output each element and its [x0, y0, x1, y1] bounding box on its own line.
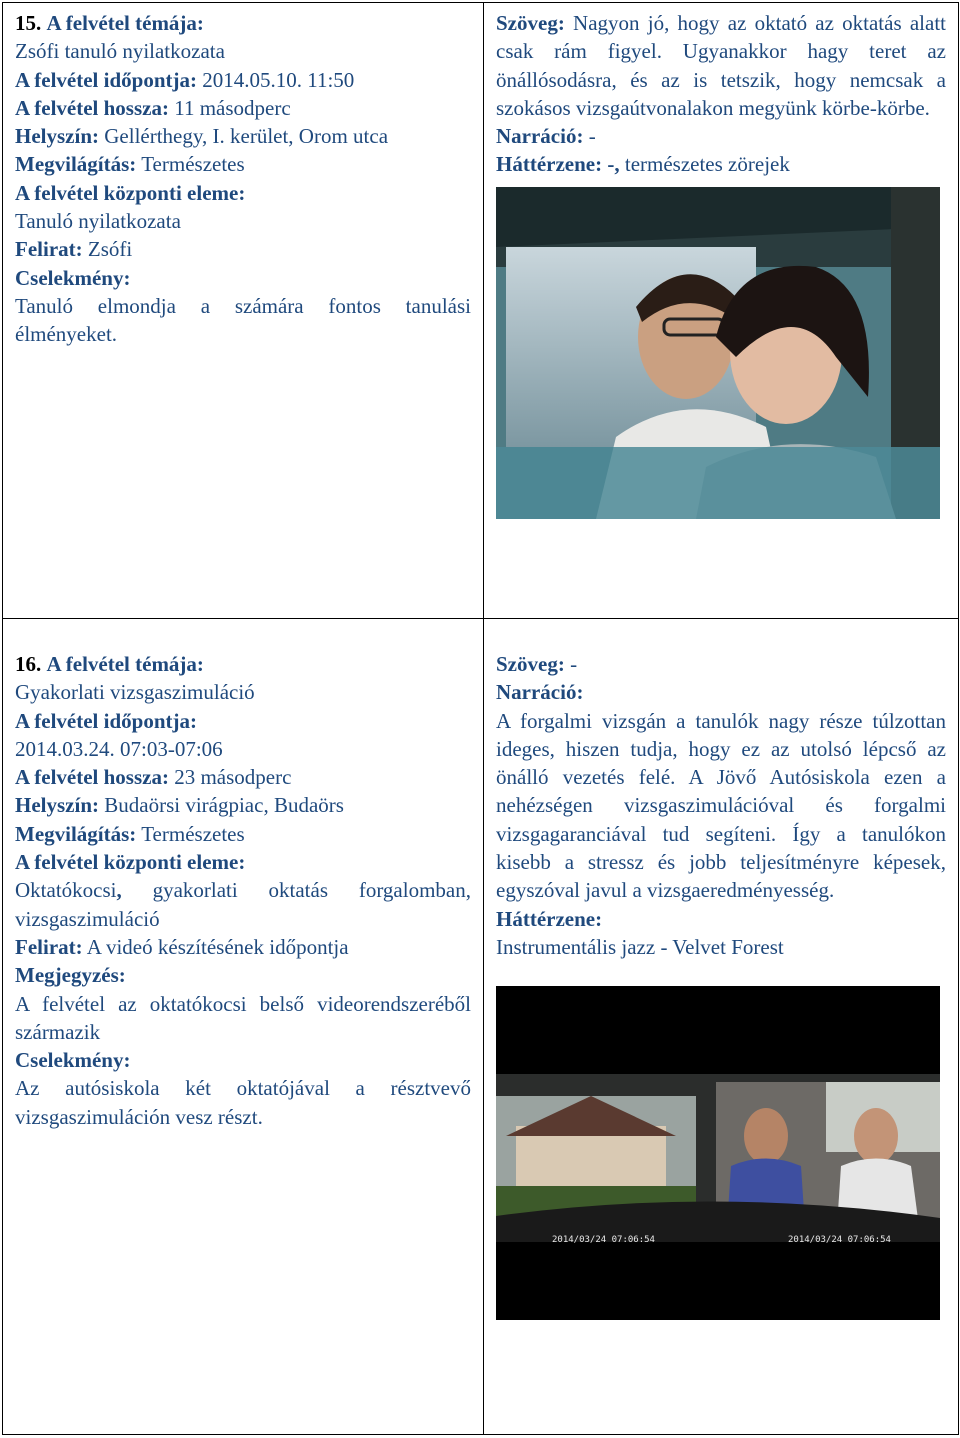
row16-length-label: A felvétel hossza:	[15, 765, 169, 790]
row16-action-label: Cselekmény:	[15, 1048, 131, 1073]
row15-place-value: Gellérthegy, I. kerület, Orom utca	[104, 124, 389, 149]
row15-number: 15.	[15, 11, 42, 35]
row16-center-comma: ,	[116, 878, 122, 903]
row15-text-value: Nagyon jó, hogy az oktató az oktatás alatt csak rám figyel. Ugyanakkor hagy teret az önállósodásra, és az is tetszik, hogy nemcsak a szokásos vizsgaútvonalakon megyünk körbe-körbe.	[496, 11, 946, 120]
row15-action-value: Tanuló elmondja a számára fontos tanulási élményeket.	[15, 293, 471, 347]
row16-time-value: 2014.03.24. 07:03-07:06	[15, 736, 223, 761]
row16-number: 16.	[15, 652, 42, 676]
row16-text-line	[496, 650, 946, 678]
row15-bg-line	[496, 150, 946, 178]
row15-text-block	[496, 9, 946, 122]
row16-topic-value: Gyakorlati vizsgaszimuláció	[15, 680, 255, 705]
table-row	[3, 3, 959, 619]
row16-narration-label: Narráció:	[496, 680, 584, 705]
row16-time-label: A felvétel időpontja:	[15, 708, 197, 733]
row15-narration-value: -	[588, 124, 596, 149]
row16-place-value: Budaörsi virágpiac, Budaörs	[104, 793, 344, 818]
row15-topic-label: A felvétel témája:	[46, 11, 204, 35]
row16-action-value: Az autósiskola két oktatójával a résztvevő vizsgaszimuláción vesz részt.	[15, 1076, 471, 1129]
row16-center-value-a: Oktatókocsi	[15, 878, 117, 903]
row16-narration-value: A forgalmi vizsgán a tanulók nagy része túlzottan ideges, hiszen tudja, hogy ez az utolsó lépcső az önálló vezetés felé. A Jövő Autósiskola ezen a nehézségen vizsgaszimulációval és forgalmi vizsgagaranciával tud segíteni. Így a tanulókon kisebb a stressz és jobb teljesítményre képesek, egyszóval javul a vizsgaeredményesség.	[496, 708, 946, 903]
recording-table	[2, 2, 959, 1435]
dashcam-timestamp-left: 2014/03/24 07:06:54	[552, 1235, 655, 1246]
row15-left-cell	[3, 3, 484, 619]
car-interview-photo	[496, 187, 940, 519]
row15-topic-line	[15, 9, 471, 37]
row15-light-label: Megvilágítás:	[15, 152, 137, 177]
row16-topic-line	[15, 650, 471, 678]
row15-time-line	[15, 66, 471, 94]
row16-center-block	[15, 876, 471, 933]
row16-right-cell	[484, 619, 959, 1435]
row16-note-label: Megjegyzés:	[15, 963, 126, 988]
row16-topic-label: A felvétel témája:	[46, 652, 204, 676]
row15-light-line	[15, 150, 471, 178]
row15-time-label: A felvétel időpontja:	[15, 67, 197, 92]
row15-center-value: Tanuló nyilatkozata	[15, 209, 181, 234]
row16-center-value-b: gyakorlati oktatás forgalomban, vizsgaszimuláció	[15, 878, 471, 931]
row15-text-label: Szöveg:	[496, 11, 565, 35]
row15-place-line	[15, 122, 471, 150]
row16-place-label: Helyszín:	[15, 793, 99, 818]
row16-text-label: Szöveg:	[496, 652, 565, 676]
dashcam-timestamp-right: 2014/03/24 07:06:54	[788, 1235, 891, 1246]
row15-caption-value: Zsófi	[87, 237, 133, 262]
dashcam-photo	[496, 986, 940, 1320]
row15-length-value: 11 másodperc	[174, 95, 291, 120]
row16-light-value: Természetes	[141, 821, 245, 846]
row15-light-value: Természetes	[141, 152, 245, 177]
row16-bg-label: Háttérzene:	[496, 906, 603, 931]
row16-note-value: A felvétel az oktatókocsi belső videorendszeréből származik	[15, 991, 471, 1044]
row16-place-line	[15, 791, 471, 819]
row16-caption-line	[15, 933, 471, 961]
row15-caption-line	[15, 235, 471, 263]
row16-light-label: Megvilágítás:	[15, 821, 137, 846]
row15-length-line	[15, 94, 471, 122]
row16-caption-value: A videó készítésének időpontja	[86, 934, 349, 959]
row16-caption-label: Felirat:	[15, 934, 83, 959]
row15-caption-label: Felirat:	[15, 237, 83, 262]
row16-left-cell	[3, 619, 484, 1435]
table-row	[3, 619, 959, 1435]
row15-place-label: Helyszín:	[15, 124, 99, 149]
row15-right-cell	[484, 3, 959, 619]
row15-narration-line	[496, 122, 946, 150]
row16-light-line	[15, 820, 471, 848]
row15-bg-value: természetes zörejek	[624, 152, 790, 177]
row16-center-label: A felvétel központi eleme:	[15, 850, 246, 875]
row15-topic-value: Zsófi tanuló nyilatkozata	[15, 39, 225, 64]
row16-text-value: -	[570, 652, 578, 676]
dashcam-illustration	[496, 986, 940, 1320]
row15-time-value: 2014.05.10. 11:50	[202, 67, 355, 92]
row16-length-value: 23 másodperc	[174, 765, 292, 790]
row16-bg-value: Instrumentális jazz - Velvet Forest	[496, 934, 784, 959]
row15-bg-label: Háttérzene:	[496, 152, 603, 177]
row15-action-label: Cselekmény:	[15, 265, 131, 290]
row16-length-line	[15, 763, 471, 791]
row15-length-label: A felvétel hossza:	[15, 95, 169, 120]
row15-bg-value-bold: -,	[607, 152, 620, 177]
row15-narration-label: Narráció:	[496, 124, 584, 149]
car-interview-illustration	[496, 187, 940, 519]
row15-center-label: A felvétel központi eleme:	[15, 180, 246, 205]
